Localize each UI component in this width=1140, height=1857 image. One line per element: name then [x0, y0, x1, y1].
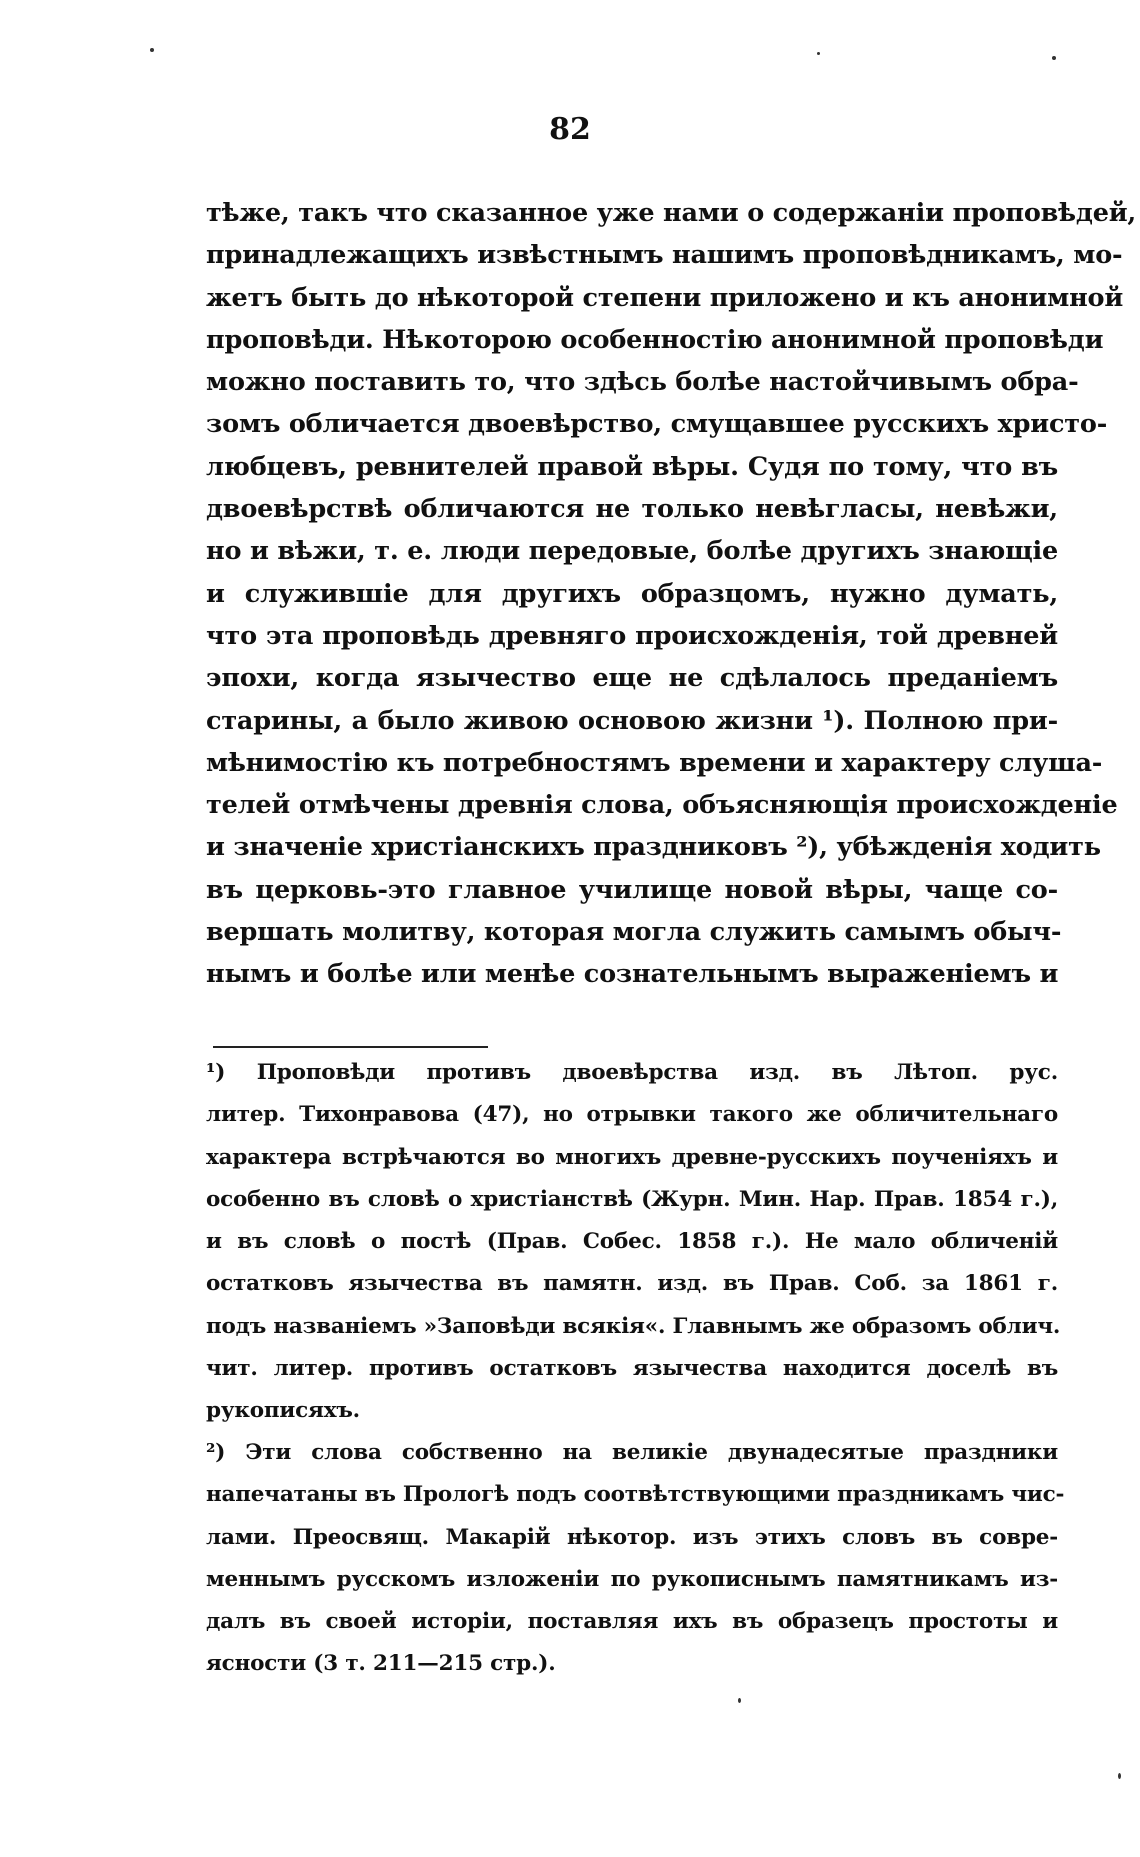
page-number: 82	[549, 112, 591, 147]
footnote-line: остатковъ язычества въ памятн. изд. въ Прав. Соб. за 1861 г.	[206, 1271, 1058, 1297]
footnote-line: рукописяхъ.	[206, 1398, 360, 1424]
text-line: эпохи, когда язычество еще не сдѣлалось преданiемъ	[206, 663, 1058, 694]
footnote-line: ²) Эти слова собственно на великiе двунадесятые праздники	[206, 1440, 1058, 1465]
scan-speck	[150, 48, 154, 52]
text-line: и значенiе христiанскихъ праздниковъ ²), убѣжденiя ходить	[206, 832, 1101, 863]
main-text	[206, 192, 1137, 996]
text-line: и служившiе для другихъ образцомъ, нужно думать,	[206, 578, 1058, 609]
footnote-separator	[213, 1046, 488, 1048]
text-line: тѣже, такъ что сказанное уже нами о содержанiи проповѣдей,	[206, 198, 1137, 228]
footnote-line: ясности (3 т. 211—215 стр.).	[206, 1651, 556, 1677]
text-line: принадлежащихъ извѣстнымъ нашимъ проповѣдникамъ, мо-	[206, 240, 1123, 271]
footnote-2	[206, 1432, 1065, 1686]
footnote-line: лами. Преосвящ. Макарiй нѣкотор. изъ этихъ словъ въ совре-	[206, 1524, 1058, 1550]
text-line: телей отмѣчены древнiя слова, объясняющiя происхожденiе	[206, 790, 1118, 821]
text-line: старины, а было живою основою жизни ¹). Полною при-	[206, 705, 1058, 736]
text-line: жетъ быть до нѣкоторой степени приложено и къ анонимной	[206, 282, 1124, 313]
footnote-line: особенно въ словѣ о христiанствѣ (Журн. Мин. Нар. Прав. 1854 г.),	[206, 1186, 1058, 1212]
footnote-line: и въ словѣ о постѣ (Прав. Собес. 1858 г.). Не мало обличенiй	[206, 1229, 1058, 1255]
text-line: можно поставить то, что здѣсь болѣе настойчивымъ обра-	[206, 367, 1079, 398]
text-line: двоевѣрствѣ обличаются не только невѣгласы, невѣжи,	[206, 494, 1058, 525]
footnote-line: чит. литер. противъ остатковъ язычества находится доселѣ въ	[206, 1356, 1058, 1382]
scan-speck	[817, 52, 820, 55]
scan-speck	[1052, 56, 1056, 60]
footnote-line: меннымъ русскомъ изложенiи по рукописнымъ памятникамъ из-	[206, 1566, 1058, 1592]
text-line: любцевъ, ревнителей правой вѣры. Судя по тому, что въ	[206, 451, 1058, 482]
scan-speck	[1118, 1773, 1121, 1779]
text-line: мѣнимостiю къ потребностямъ времени и характеру слуша-	[206, 747, 1103, 778]
scan-speck	[738, 1698, 741, 1703]
text-line: вершать молитву, которая могла служить самымъ обыч-	[206, 917, 1062, 948]
footnote-line: литер. Тихонравова (47), но отрывки такого же обличительнаго	[206, 1102, 1058, 1128]
footnote-1	[206, 1052, 1061, 1433]
text-line: нымъ и болѣе или менѣе сознательнымъ выраженiемъ и	[206, 959, 1059, 990]
footnote-line: напечатаны въ Прологѣ подъ соотвѣтствующими праздникамъ чис-	[206, 1482, 1065, 1508]
text-line: зомъ обличается двоевѣрство, смущавшее русcкихъ христо-	[206, 409, 1108, 440]
footnote-line: подъ названiемъ »Заповѣди всякiя«. Главнымъ же образомъ облич.	[206, 1313, 1061, 1339]
footnote-line: далъ въ своей исторiи, поставляя ихъ въ образецъ простоты и	[206, 1609, 1058, 1635]
text-line: въ церковь-это главное училище новой вѣры, чаще со-	[206, 874, 1058, 905]
footnote-line: ¹) Проповѣди противъ двоевѣрства изд. въ Лѣтоп. рус.	[206, 1060, 1058, 1085]
text-line: проповѣди. Нѣкоторою особенностiю анонимной проповѣди	[206, 324, 1104, 355]
text-line: что эта проповѣдь древняго происхожденiя, той древней	[206, 620, 1058, 651]
footnote-line: характера встрѣчаются во многихъ древне-русскихъ поученiяхъ и	[206, 1144, 1058, 1170]
text-line: но и вѣжи, т. е. люди передовые, болѣе другихъ знающiе	[206, 536, 1058, 567]
